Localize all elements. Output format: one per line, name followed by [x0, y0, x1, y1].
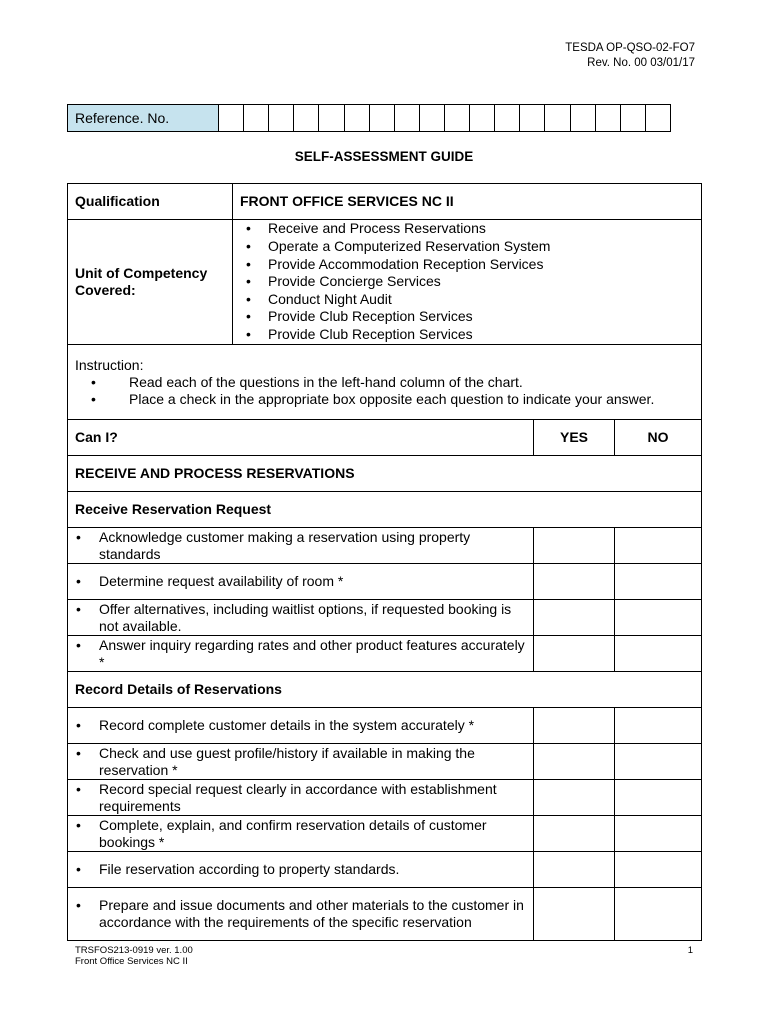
- unit-item: • Provide Concierge Services: [268, 273, 701, 291]
- unit-item: • Provide Accommodation Reception Services: [268, 256, 701, 274]
- reference-box[interactable]: [419, 105, 444, 132]
- qualification-value: FRONT OFFICE SERVICES NC II: [233, 184, 702, 220]
- unit-of-competency-cell: [233, 220, 702, 345]
- question-text: • Record special request clearly in accordance with establishment requirements: [68, 780, 534, 816]
- no-checkbox[interactable]: [615, 636, 702, 672]
- question-text: • Record complete customer details in the system accurately *: [68, 708, 534, 744]
- reference-box[interactable]: [570, 105, 595, 132]
- unit-item: • Conduct Night Audit: [268, 291, 701, 309]
- no-checkbox[interactable]: [615, 888, 702, 941]
- section-heading: RECEIVE AND PROCESS RESERVATIONS: [68, 456, 702, 492]
- reference-box[interactable]: [545, 105, 570, 132]
- reference-box[interactable]: [520, 105, 545, 132]
- reference-box[interactable]: [394, 105, 419, 132]
- unit-list: [240, 220, 701, 343]
- page-title: SELF-ASSESSMENT GUIDE: [294, 149, 474, 164]
- yes-checkbox[interactable]: [534, 564, 615, 600]
- question-text: • Complete, explain, and confirm reservation details of customer bookings *: [68, 816, 534, 852]
- no-checkbox[interactable]: [615, 600, 702, 636]
- page-number: 1: [687, 945, 693, 956]
- instruction-cell: [68, 345, 702, 420]
- unit-item: • Provide Club Reception Services: [268, 308, 701, 326]
- question-row: [68, 780, 702, 816]
- reference-box[interactable]: [294, 105, 319, 132]
- no-header: NO: [615, 420, 702, 456]
- yes-checkbox[interactable]: [534, 852, 615, 888]
- reference-box[interactable]: [470, 105, 495, 132]
- question-row: [68, 708, 702, 744]
- reference-box[interactable]: [344, 105, 369, 132]
- instruction-list: [75, 374, 701, 408]
- reference-box[interactable]: [595, 105, 620, 132]
- group-heading: Receive Reservation Request: [68, 492, 702, 528]
- question-row: [68, 888, 702, 941]
- document-header: [565, 41, 695, 71]
- reference-box[interactable]: [269, 105, 294, 132]
- question-text: • Offer alternatives, including waitlist options, if requested booking is not available.: [68, 600, 534, 636]
- instruction-item: • Read each of the questions in the left-hand column of the chart.: [75, 374, 701, 391]
- instruction-item: • Place a check in the appropriate box opposite each question to indicate your answer.: [75, 391, 701, 408]
- question-text: • Acknowledge customer making a reservation using property standards: [68, 528, 534, 564]
- yes-checkbox[interactable]: [534, 636, 615, 672]
- no-checkbox[interactable]: [615, 708, 702, 744]
- no-checkbox[interactable]: [615, 528, 702, 564]
- qualification-label: Qualification: [68, 184, 233, 220]
- question-text: • Determine request availability of room *: [68, 564, 534, 600]
- instruction-label: Instruction:: [75, 356, 144, 373]
- reference-box[interactable]: [219, 105, 244, 132]
- unit-item: • Operate a Computerized Reservation System: [268, 238, 701, 256]
- document-footer: [75, 945, 193, 967]
- footer-doc-code: TRSFOS213-0919 ver. 1.00: [75, 945, 193, 956]
- question-row: [68, 852, 702, 888]
- yes-checkbox[interactable]: [534, 744, 615, 780]
- question-row: [68, 564, 702, 600]
- no-checkbox[interactable]: [615, 852, 702, 888]
- question-text: • Prepare and issue documents and other materials to the customer in accordance with the requirements of the specific reservation: [68, 888, 534, 941]
- reference-box[interactable]: [620, 105, 645, 132]
- yes-checkbox[interactable]: [534, 888, 615, 941]
- yes-checkbox[interactable]: [534, 600, 615, 636]
- reference-box[interactable]: [645, 105, 670, 132]
- unit-item: • Receive and Process Reservations: [268, 220, 701, 238]
- assessment-table: [67, 183, 702, 941]
- unit-of-competency-label: Unit of Competency Covered:: [68, 220, 233, 345]
- question-row: [68, 528, 702, 564]
- reference-box[interactable]: [244, 105, 269, 132]
- group-heading: Record Details of Reservations: [68, 672, 702, 708]
- no-checkbox[interactable]: [615, 780, 702, 816]
- reference-box[interactable]: [369, 105, 394, 132]
- question-text: • Answer inquiry regarding rates and other product features accurately *: [68, 636, 534, 672]
- question-row: [68, 600, 702, 636]
- question-text: • Check and use guest profile/history if available in making the reservation *: [68, 744, 534, 780]
- reference-label: Reference. No.: [68, 105, 219, 132]
- yes-checkbox[interactable]: [534, 816, 615, 852]
- yes-header: YES: [534, 420, 615, 456]
- form-code: TESDA OP-QSO-02-FO7: [565, 42, 695, 54]
- question-row: [68, 816, 702, 852]
- unit-item: • Provide Club Reception Services: [268, 326, 701, 344]
- footer-doc-name: Front Office Services NC II: [75, 956, 188, 967]
- question-text: • File reservation according to property standards.: [68, 852, 534, 888]
- revision-number: Rev. No. 00 03/01/17: [587, 57, 695, 69]
- reference-number-table: [67, 104, 671, 132]
- yes-checkbox[interactable]: [534, 780, 615, 816]
- no-checkbox[interactable]: [615, 816, 702, 852]
- reference-box[interactable]: [319, 105, 344, 132]
- reference-box[interactable]: [444, 105, 469, 132]
- question-row: [68, 636, 702, 672]
- yes-checkbox[interactable]: [534, 528, 615, 564]
- no-checkbox[interactable]: [615, 744, 702, 780]
- can-i-header: Can I?: [68, 420, 534, 456]
- no-checkbox[interactable]: [615, 564, 702, 600]
- reference-box[interactable]: [495, 105, 520, 132]
- yes-checkbox[interactable]: [534, 708, 615, 744]
- question-row: [68, 744, 702, 780]
